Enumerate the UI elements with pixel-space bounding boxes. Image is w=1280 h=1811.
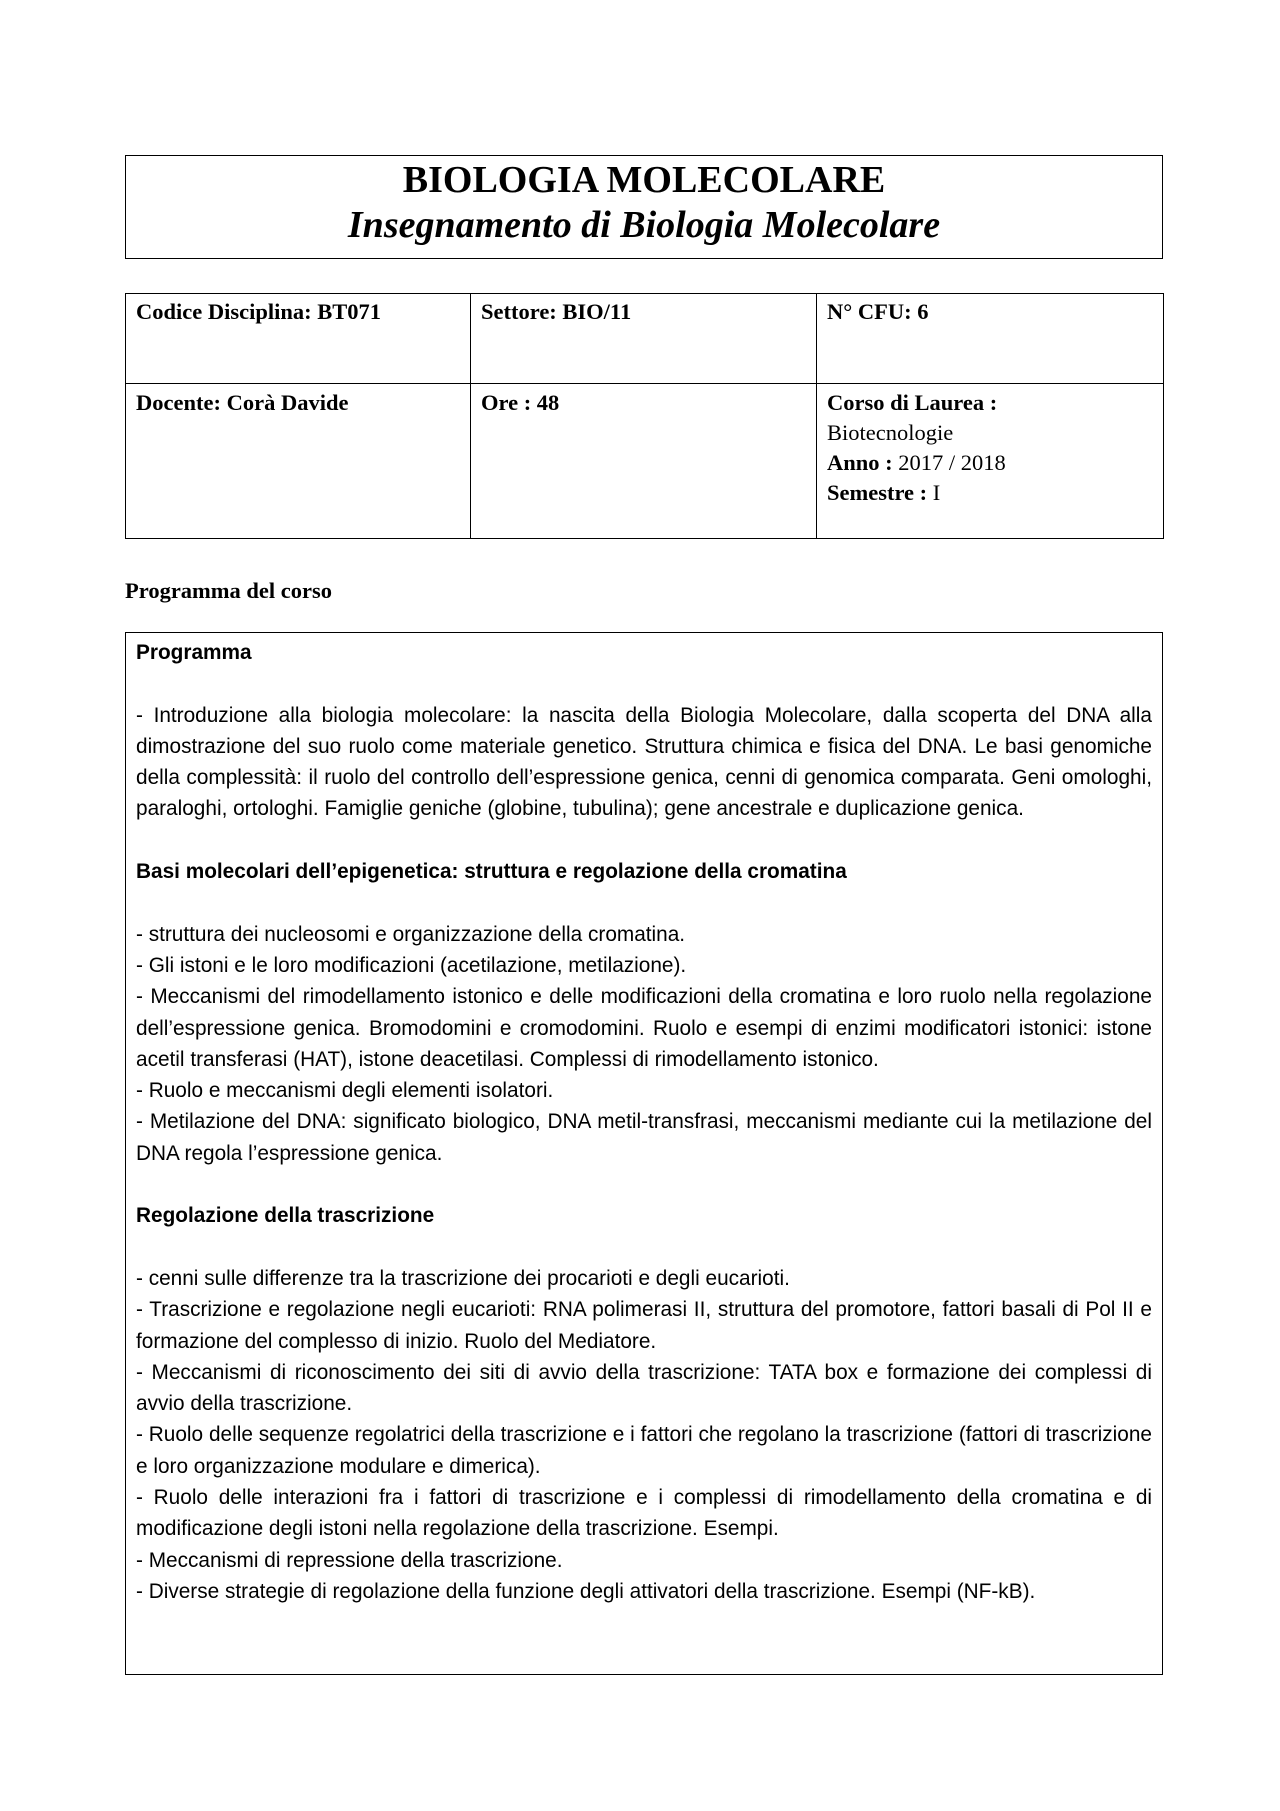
program-heading: Programma: [136, 641, 252, 664]
docente-cell: [126, 384, 471, 539]
transcription-heading: Regolazione della trascrizione: [136, 1204, 435, 1228]
cfu-cell: [817, 294, 1164, 384]
epigenetics-heading: Basi molecolari dell’epigenetica: struttura e regolazione della cromatina: [136, 860, 847, 884]
list-item: - Metilazione del DNA: significato biologico, DNA metil-transfrasi, meccanismi mediante cui la metilazione del DNA regola l’espressione genica.: [136, 1110, 1152, 1165]
settore-cell: [471, 294, 817, 384]
cfu: N° CFU: 6: [827, 299, 929, 324]
settore: Settore: BIO/11: [481, 299, 632, 324]
ore-cell: [471, 384, 817, 539]
list-item: - Ruolo delle sequenze regolatrici della trascrizione e i fattori che regolano la trascrizione (fattori di trascrizione e loro organizzazione modulare e dimerica).: [136, 1423, 1152, 1478]
corso-cell: [817, 384, 1164, 539]
docente: Docente: Corà Davide: [136, 390, 349, 415]
course-subtitle: Insegnamento di Biologia Molecolare: [347, 204, 941, 246]
section-heading: Programma del corso: [125, 578, 333, 603]
list-item: - struttura dei nucleosomi e organizzazione della cromatina.: [136, 922, 686, 946]
list-item: - Trascrizione e regolazione negli eucarioti: RNA polimerasi II, struttura del promotore, fattori basali di Pol II e formazione del complesso di inizio. Ruolo del Mediatore.: [136, 1298, 1152, 1353]
ore: Ore : 48: [481, 390, 560, 415]
corso-value: Biotecnologie: [827, 420, 954, 445]
codice-cell: [126, 294, 471, 384]
semestre-label: Semestre :: [827, 480, 928, 505]
program-box: [125, 632, 1163, 1675]
course-title: BIOLOGIA MOLECOLARE: [402, 159, 886, 201]
corso-label: Corso di Laurea :: [827, 390, 998, 415]
list-item: - Gli istoni e le loro modificazioni (acetilazione, metilazione).: [136, 953, 687, 977]
list-item: - Meccanismi del rimodellamento istonico e delle modificazioni della cromatina e loro ruolo nella regolazione dell’espressione genica. Bromodomini e cromodomini. Ruolo e esempi di enzimi modificatori istonici: istone acetil transferasi (HAT), istone deacetilasi. Complessi di rimodellamento istonico.: [136, 985, 1152, 1071]
list-item: - Meccanismi di riconoscimento dei siti di avvio della trascrizione: TATA box e formazione dei complessi di avvio della trascrizione.: [136, 1360, 1152, 1416]
program-intro: - Introduzione alla biologia molecolare: la nascita della Biologia Molecolare, dalla scoperta del DNA alla dimostrazione del suo ruolo come materiale genetico. Struttura chimica e fisica del DNA. Le basi genomiche della complessità: il ruolo del controllo dell’espressione genica, cenni di genomica comparata. Geni omologhi, paraloghi, ortologhi. Famiglie geniche (globine, tubulina); gene ancestrale e duplicazione genica.: [136, 703, 1152, 821]
list-item: - Meccanismi di repressione della trascrizione.: [136, 1548, 563, 1572]
course-info-table: [125, 293, 1164, 539]
list-item: - Ruolo delle interazioni fra i fattori di trascrizione e i complessi di rimodellamento della cromatina e di modificazione degli istoni nella regolazione della trascrizione. Esempi.: [136, 1486, 1152, 1541]
list-item: - cenni sulle differenze tra la trascrizione dei procarioti e degli eucarioti.: [136, 1266, 790, 1290]
list-item: - Diverse strategie di regolazione della funzione degli attivatori della trascrizione. Esempi (NF-kB).: [136, 1579, 1036, 1603]
semestre-value: I: [927, 480, 941, 505]
title-box: [125, 155, 1163, 259]
info-row-1: [126, 294, 1164, 384]
list-item: - Ruolo e meccanismi degli elementi isolatori.: [136, 1079, 554, 1103]
anno-label: Anno :: [827, 450, 893, 475]
info-row-2: [126, 384, 1164, 539]
anno-value: 2017 / 2018: [892, 450, 1006, 475]
codice-disciplina: Codice Disciplina: BT071: [136, 299, 382, 324]
